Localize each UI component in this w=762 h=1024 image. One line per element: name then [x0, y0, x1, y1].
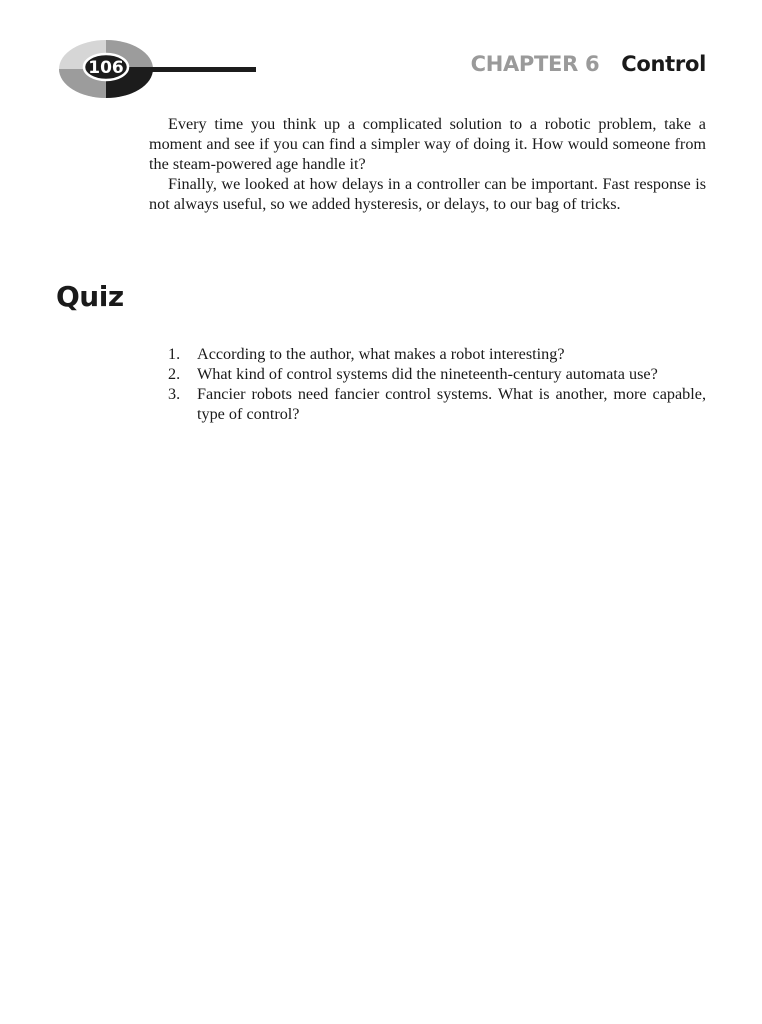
page-number-badge	[58, 38, 258, 100]
question-number: 3.	[168, 385, 181, 403]
quiz-question	[149, 384, 706, 424]
running-head	[471, 52, 706, 76]
question-text: According to the author, what makes a robot interesting?	[197, 345, 565, 363]
badge-graphic	[58, 38, 258, 100]
summary-text	[149, 114, 706, 214]
quiz-question	[149, 364, 706, 384]
question-text: Fancier robots need fancier control systems. What is another, more capable, type of control?	[197, 385, 706, 423]
page-number: 106	[88, 58, 124, 78]
chapter-title: Control	[621, 52, 706, 76]
paragraph: Finally, we looked at how delays in a controller can be important. Fast response is not always useful, so we added hysteresis, or delays, to our bag of tricks.	[149, 175, 706, 213]
question-number: 2.	[168, 365, 181, 383]
quiz-question	[149, 344, 706, 364]
question-number: 1.	[168, 345, 181, 363]
chapter-label: CHAPTER 6	[470, 52, 600, 76]
question-text: What kind of control systems did the nineteenth-century automata use?	[197, 365, 658, 383]
quiz-heading: Quiz	[56, 280, 124, 313]
paragraph: Every time you think up a complicated solution to a robotic problem, take a moment and see if you can find a simpler way of doing it. How would someone from the steam-powered age handle it?	[149, 115, 706, 173]
quiz-list	[149, 344, 706, 424]
